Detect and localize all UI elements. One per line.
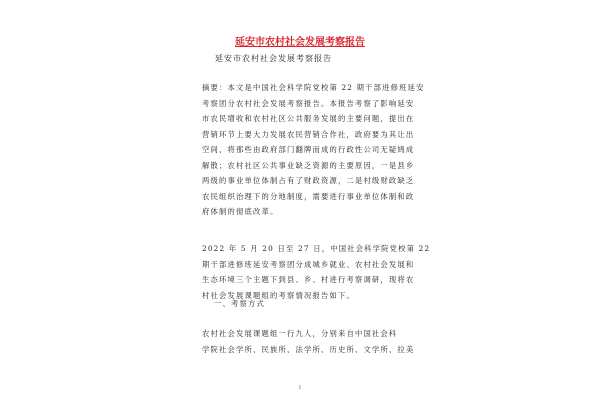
- document-title-text: 延安市农村社会发展考察报告: [235, 37, 365, 48]
- abstract-line: 农民组织治理下的分地制度，需要进行事业单位体制和政: [202, 191, 415, 201]
- intro-line: 期干部进修班延安考察团分成城乡就业、农村社会发展和: [202, 259, 415, 269]
- abstract-line: 摘要：本文是中国社会科学院党校第 22 期干部进修班延安: [202, 83, 425, 92]
- section-heading: 一、考察方式: [214, 299, 265, 308]
- page-number: 1: [298, 385, 302, 391]
- abstract-line: 两级的事业单位体制占有了财政资源，二是村级财政缺乏: [202, 176, 415, 185]
- body-line: 学院社会学所、民族所、法学所、历史所、文学所、拉美: [202, 344, 415, 354]
- abstract-line: 府体制的彻底改革。: [202, 207, 279, 216]
- document-subtitle: 延安市农村社会发展考察报告: [215, 54, 332, 63]
- abstract-line: 解散；农村社区公共事业缺乏资源的主要原因，一是县乡: [202, 160, 415, 170]
- body-line: 农村社会发展课题组一行九人，分别来自中国社会科: [202, 329, 398, 338]
- intro-line: 生态环境三个主题下到县、乡、村进行考察调研，现将农: [202, 275, 415, 284]
- abstract-line: 营销环节上要大力发展农民营销合作社，政府要为其让出: [202, 129, 415, 139]
- abstract-line: 考察团分农村社会发展考察报告。本报告考察了影响延安: [202, 98, 415, 108]
- abstract-line: 空间，将那些由政府部门翻牌而成的行政性公司无疑鸠成: [202, 145, 415, 154]
- intro-paragraph: [202, 241, 431, 303]
- intro-line: 2022 年 5 月 20 日至 27 日，中国社会科学院党校第 22: [202, 244, 431, 253]
- abstract-line: 市农民增收和农村社区公共服务发展的主要问题，提出在: [202, 114, 415, 123]
- document-title: [0, 36, 600, 50]
- abstract-paragraph: [202, 80, 425, 220]
- body-paragraph: [202, 326, 415, 357]
- intro-line: 村社会发展课题组的考察情况报告如下。: [202, 290, 355, 300]
